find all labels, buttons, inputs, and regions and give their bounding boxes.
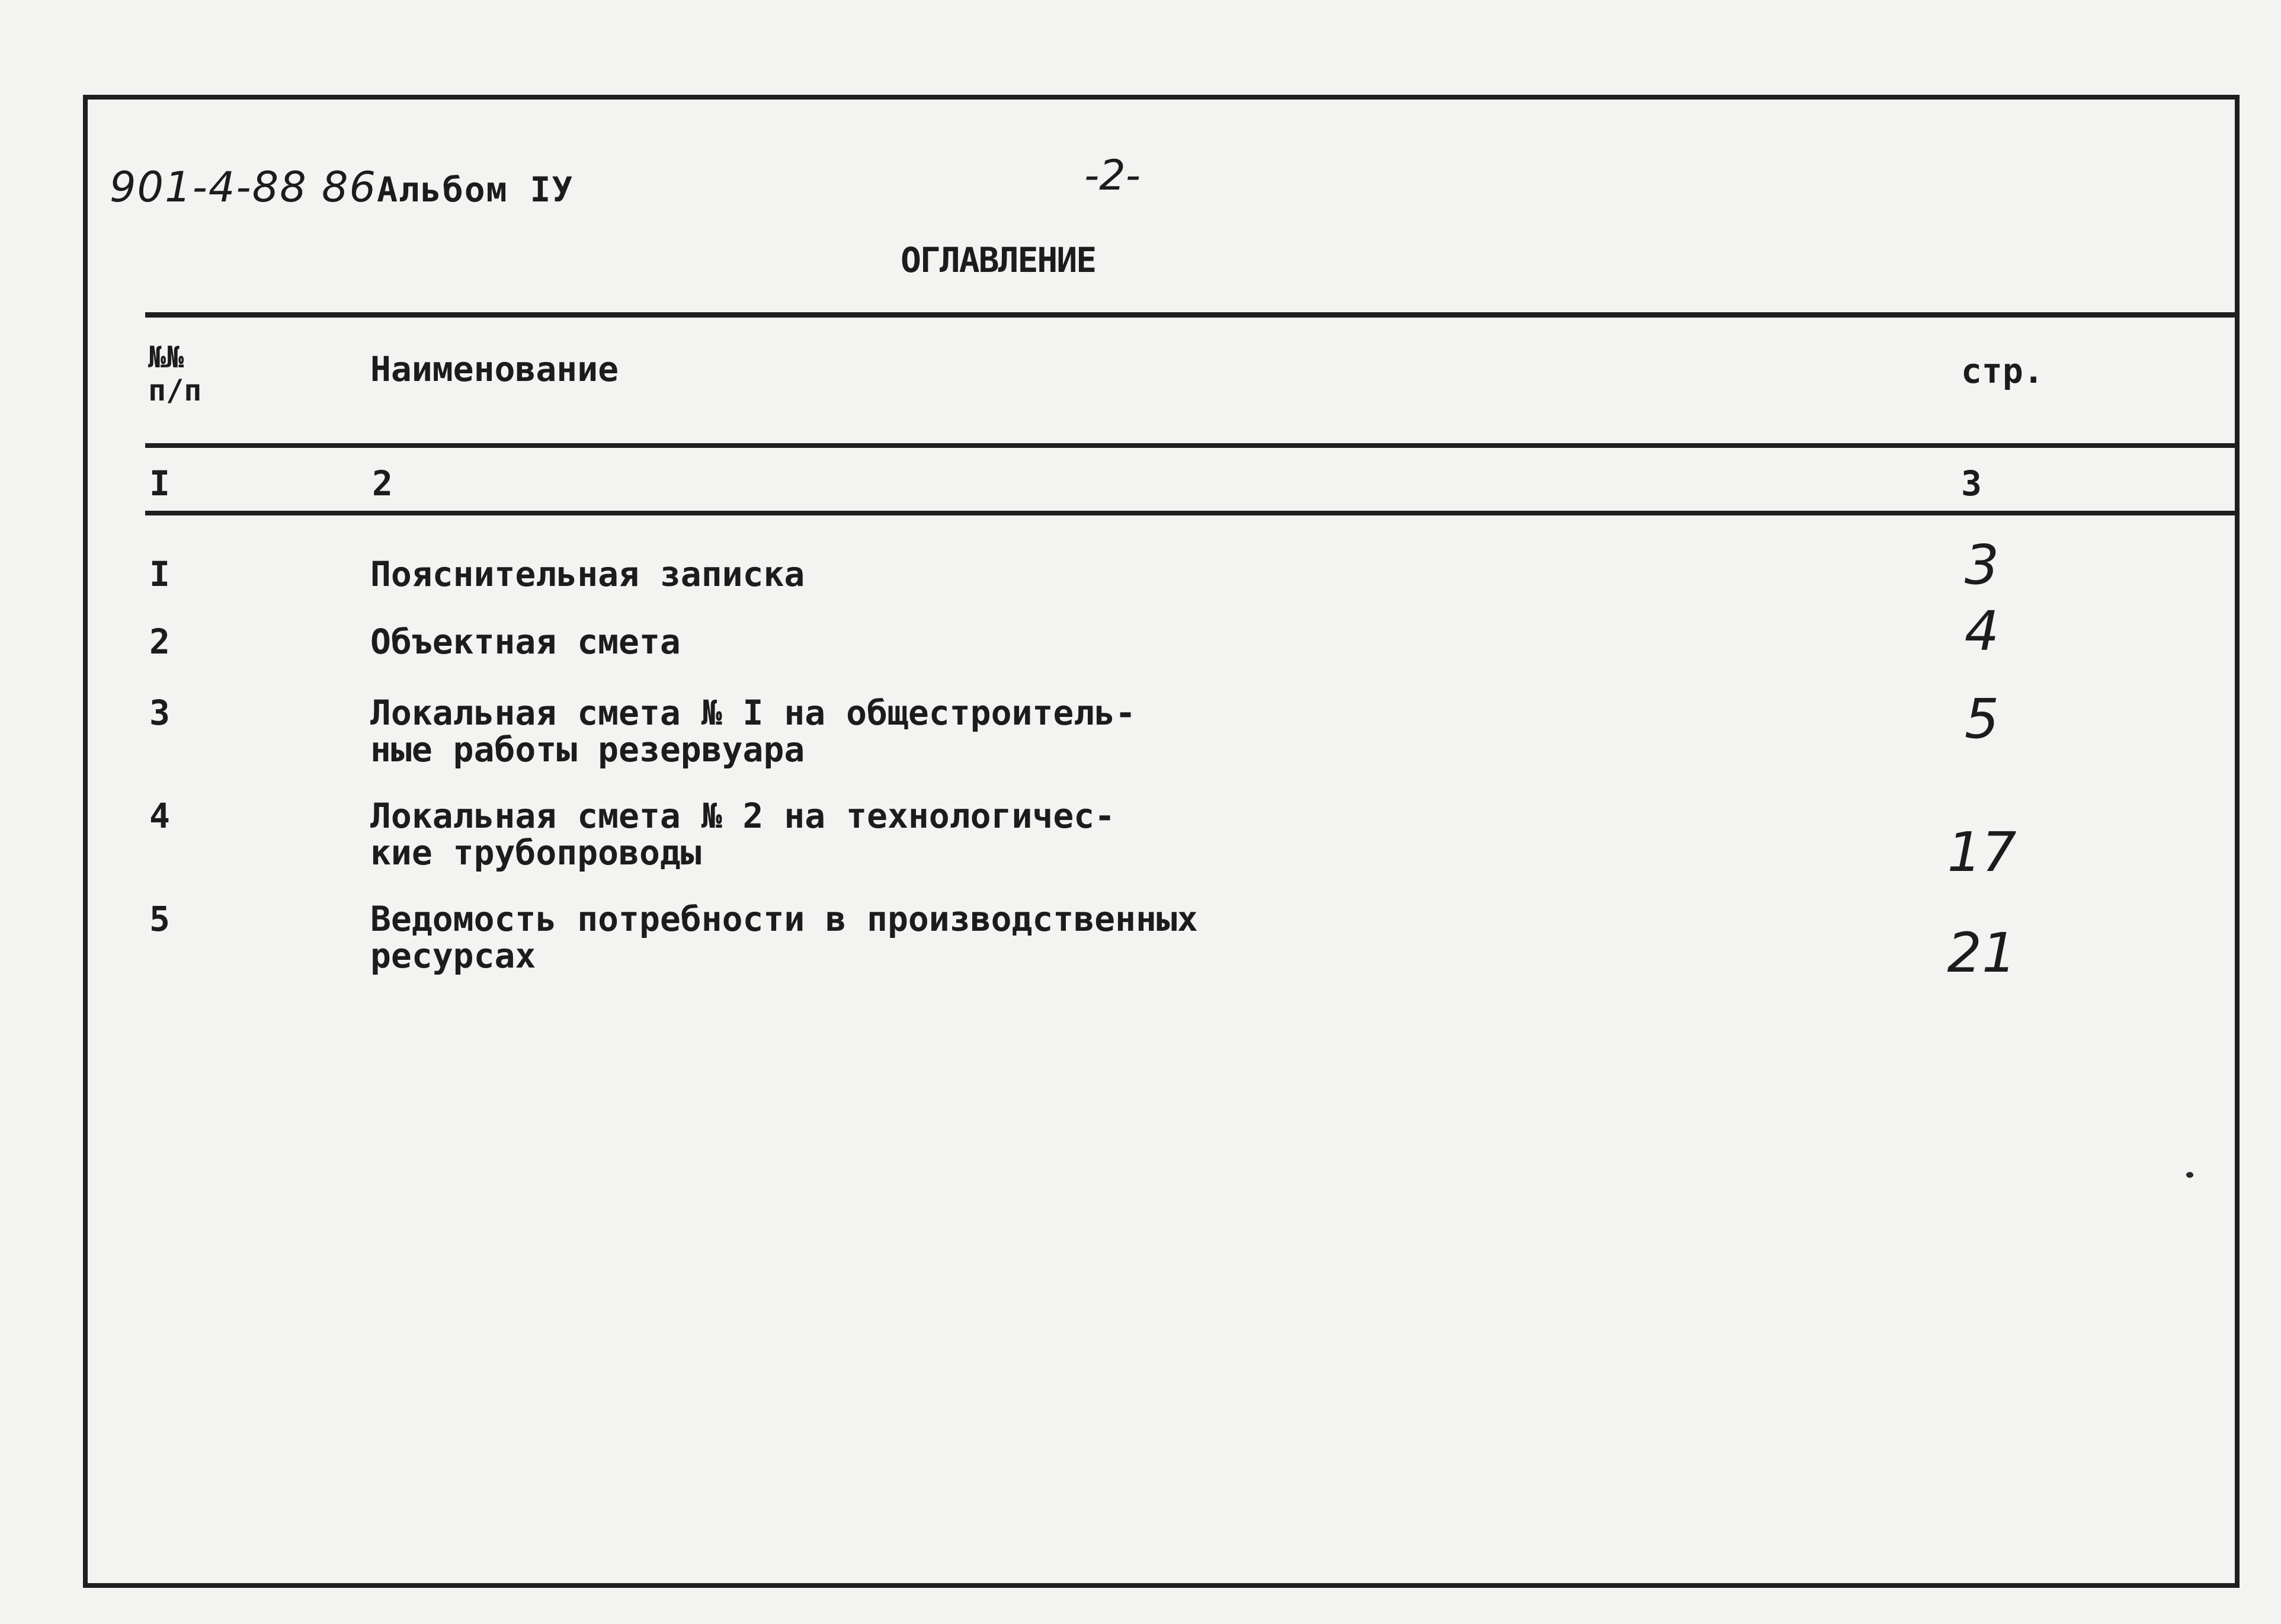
column-index-bottom-rule (145, 511, 2240, 515)
column-index-3: 3 (1961, 463, 1982, 504)
row-1-page: 3 (1964, 533, 2000, 597)
row-5-name-line1: Ведомость потребности в производственных (370, 899, 1198, 939)
document-title: ОГЛАВЛЕНИЕ (901, 240, 1096, 280)
row-4-name (370, 797, 1115, 871)
row-3-name (370, 694, 1136, 768)
album-label: Альбом IУ (377, 169, 574, 210)
row-4-name-line2: кие трубопроводы (370, 832, 701, 873)
document-code-number: 901-4-88 86 (110, 163, 377, 212)
row-2-name (370, 623, 681, 660)
column-index-1: I (149, 463, 170, 504)
row-2-page: 4 (1964, 600, 2000, 663)
header-bottom-rule (145, 443, 2240, 448)
row-1-name-line1: Пояснительная записка (370, 554, 805, 594)
scan-speck (2186, 1172, 2193, 1178)
row-1-number: I (149, 554, 170, 594)
row-3-name-line2: ные работы резервуара (370, 729, 805, 770)
row-5-number: 5 (149, 899, 170, 939)
column-header-number-line1: №№ (148, 340, 184, 374)
page-number: -2- (1084, 151, 1141, 200)
document-code (110, 163, 574, 212)
row-3-page: 5 (1964, 687, 2000, 751)
column-header-number-line2: п/п (148, 373, 202, 408)
column-header-page: стр. (1961, 351, 2044, 391)
column-index-2: 2 (372, 463, 393, 504)
row-3-name-line1: Локальная смета № I на общестроитель- (370, 693, 1136, 733)
row-5-name-line2: ресурсах (370, 936, 536, 976)
row-4-number: 4 (149, 796, 170, 836)
row-3-number: 3 (149, 693, 170, 733)
row-5-page: 21 (1947, 921, 2017, 985)
row-1-name (370, 556, 805, 592)
row-2-name-line1: Объектная смета (370, 622, 681, 662)
column-header-number (148, 341, 201, 407)
row-5-name (370, 901, 1198, 974)
row-2-number: 2 (149, 622, 170, 662)
row-4-page: 17 (1947, 821, 2017, 884)
column-header-name: Наименование (370, 349, 619, 389)
table-top-rule (145, 312, 2240, 318)
row-4-name-line1: Локальная смета № 2 на технологичес- (370, 796, 1116, 836)
